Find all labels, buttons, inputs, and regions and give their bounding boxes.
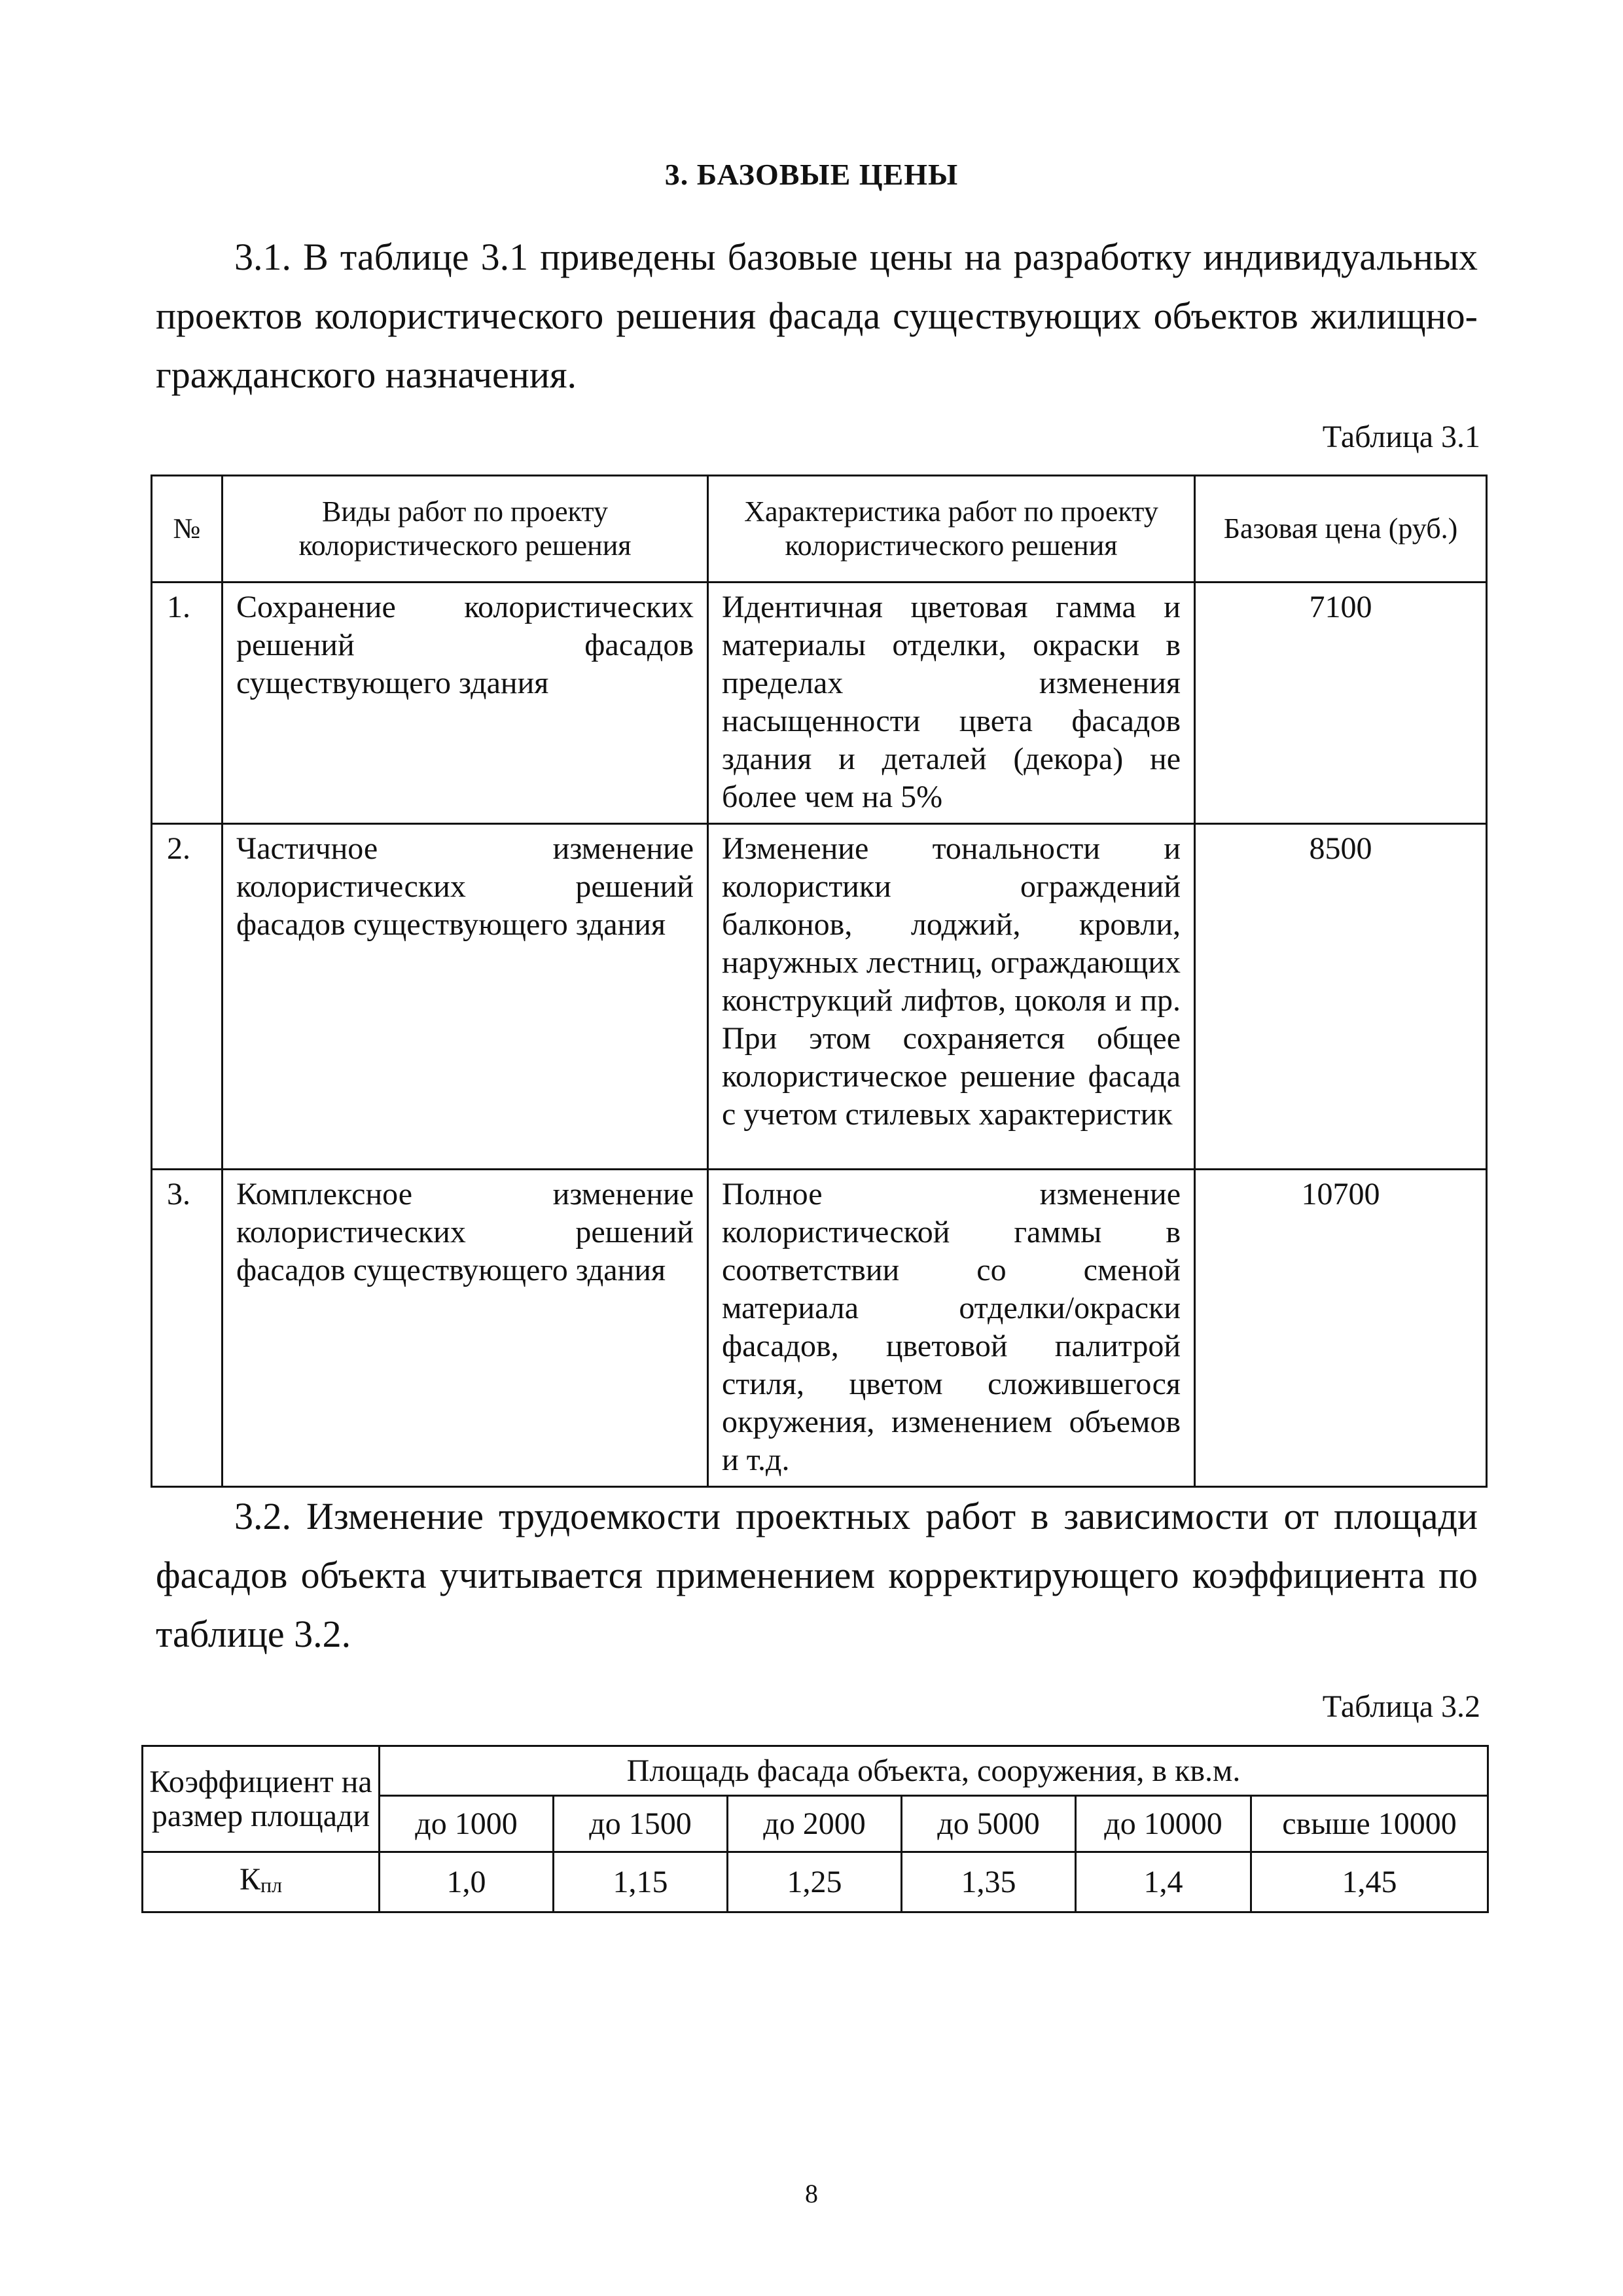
row-work: Комплексное изменение колористических решений фасадов существующего здания: [223, 1170, 708, 1487]
coef-symbol: К: [239, 1861, 260, 1897]
row-num: 3.: [152, 1170, 223, 1487]
value-cell: 1,25: [728, 1852, 902, 1912]
header-price: Базовая цена (руб.): [1195, 476, 1487, 583]
section-heading: 3. БАЗОВЫЕ ЦЕНЫ: [664, 158, 959, 191]
value-cell: 1,0: [380, 1852, 554, 1912]
row-characteristic: Полное изменение колористической гаммы в соответствии со сменой материала отделки/окраски фасадов, цветовой палитрой стиля, цветом сложившегося окружения, изменением объемов и т.д.: [708, 1170, 1195, 1487]
row-work: Частичное изменение колористических решений фасадов существующего здания: [223, 824, 708, 1170]
table-3-2-label: Таблица 3.2: [1322, 1689, 1480, 1724]
table-row: [152, 1170, 1487, 1487]
range-cell: свыше 10000: [1251, 1796, 1488, 1852]
range-cell: до 2000: [728, 1796, 902, 1852]
header-num: №: [152, 476, 223, 583]
coef-symbol-cell: [143, 1852, 380, 1912]
table-3-2: [141, 1745, 1489, 1913]
value-cell: 1,45: [1251, 1852, 1488, 1912]
row-num: 1.: [152, 583, 223, 824]
table-3-2-header-row: [143, 1746, 1488, 1796]
area-header: Площадь фасада объекта, сооружения, в кв.м.: [380, 1746, 1488, 1796]
range-cell: до 10000: [1076, 1796, 1251, 1852]
range-cell: до 1500: [554, 1796, 728, 1852]
row-price: 8500: [1195, 824, 1487, 1170]
table-3-1-label: Таблица 3.1: [1322, 420, 1480, 454]
paragraph-3-2-text: 3.2. Изменение трудоемкости проектных работ в зависимости от площади фасадов объекта учитывается применением корректирующего коэффициента по таблице 3.2.: [156, 1495, 1478, 1655]
paragraph-3-1: [156, 228, 1478, 404]
header-work: Виды работ по проекту колористического решения: [223, 476, 708, 583]
row-price: 7100: [1195, 583, 1487, 824]
row-work: Сохранение колористических решений фасадов существующего здания: [223, 583, 708, 824]
table-3-1: [151, 475, 1488, 1488]
paragraph-3-2: [156, 1487, 1478, 1664]
coef-header: Коэффициент на размер площади: [143, 1746, 380, 1852]
row-num: 2.: [152, 824, 223, 1170]
row-characteristic: Идентичная цветовая гамма и материалы отделки, окраски в пределах изменения насыщенности цвета фасадов здания и деталей (декора) не более чем на 5%: [708, 583, 1195, 824]
table-3-2-values-row: [143, 1852, 1488, 1912]
range-cell: до 1000: [380, 1796, 554, 1852]
value-cell: 1,4: [1076, 1852, 1251, 1912]
table-row: [152, 824, 1487, 1170]
row-characteristic: Изменение тональности и колористики ограждений балконов, лоджий, кровли, наружных лестниц, ограждающих конструкций лифтов, цоколя и пр. При этом сохраняется общее колористическое решение фасада с учетом стилевых характеристик: [708, 824, 1195, 1170]
range-cell: до 5000: [902, 1796, 1076, 1852]
header-characteristic: Характеристика работ по проекту колористического решения: [708, 476, 1195, 583]
table-3-1-header-row: [152, 476, 1487, 583]
value-cell: 1,35: [902, 1852, 1076, 1912]
row-price: 10700: [1195, 1170, 1487, 1487]
paragraph-3-1-text: 3.1. В таблице 3.1 приведены базовые цены на разработку индивидуальных проектов колористического решения фасада существующих объектов жилищно-гражданского назначения.: [156, 236, 1478, 396]
value-cell: 1,15: [554, 1852, 728, 1912]
table-row: [152, 583, 1487, 824]
coef-subscript: пл: [260, 1873, 283, 1897]
page-number: 8: [805, 2179, 818, 2208]
